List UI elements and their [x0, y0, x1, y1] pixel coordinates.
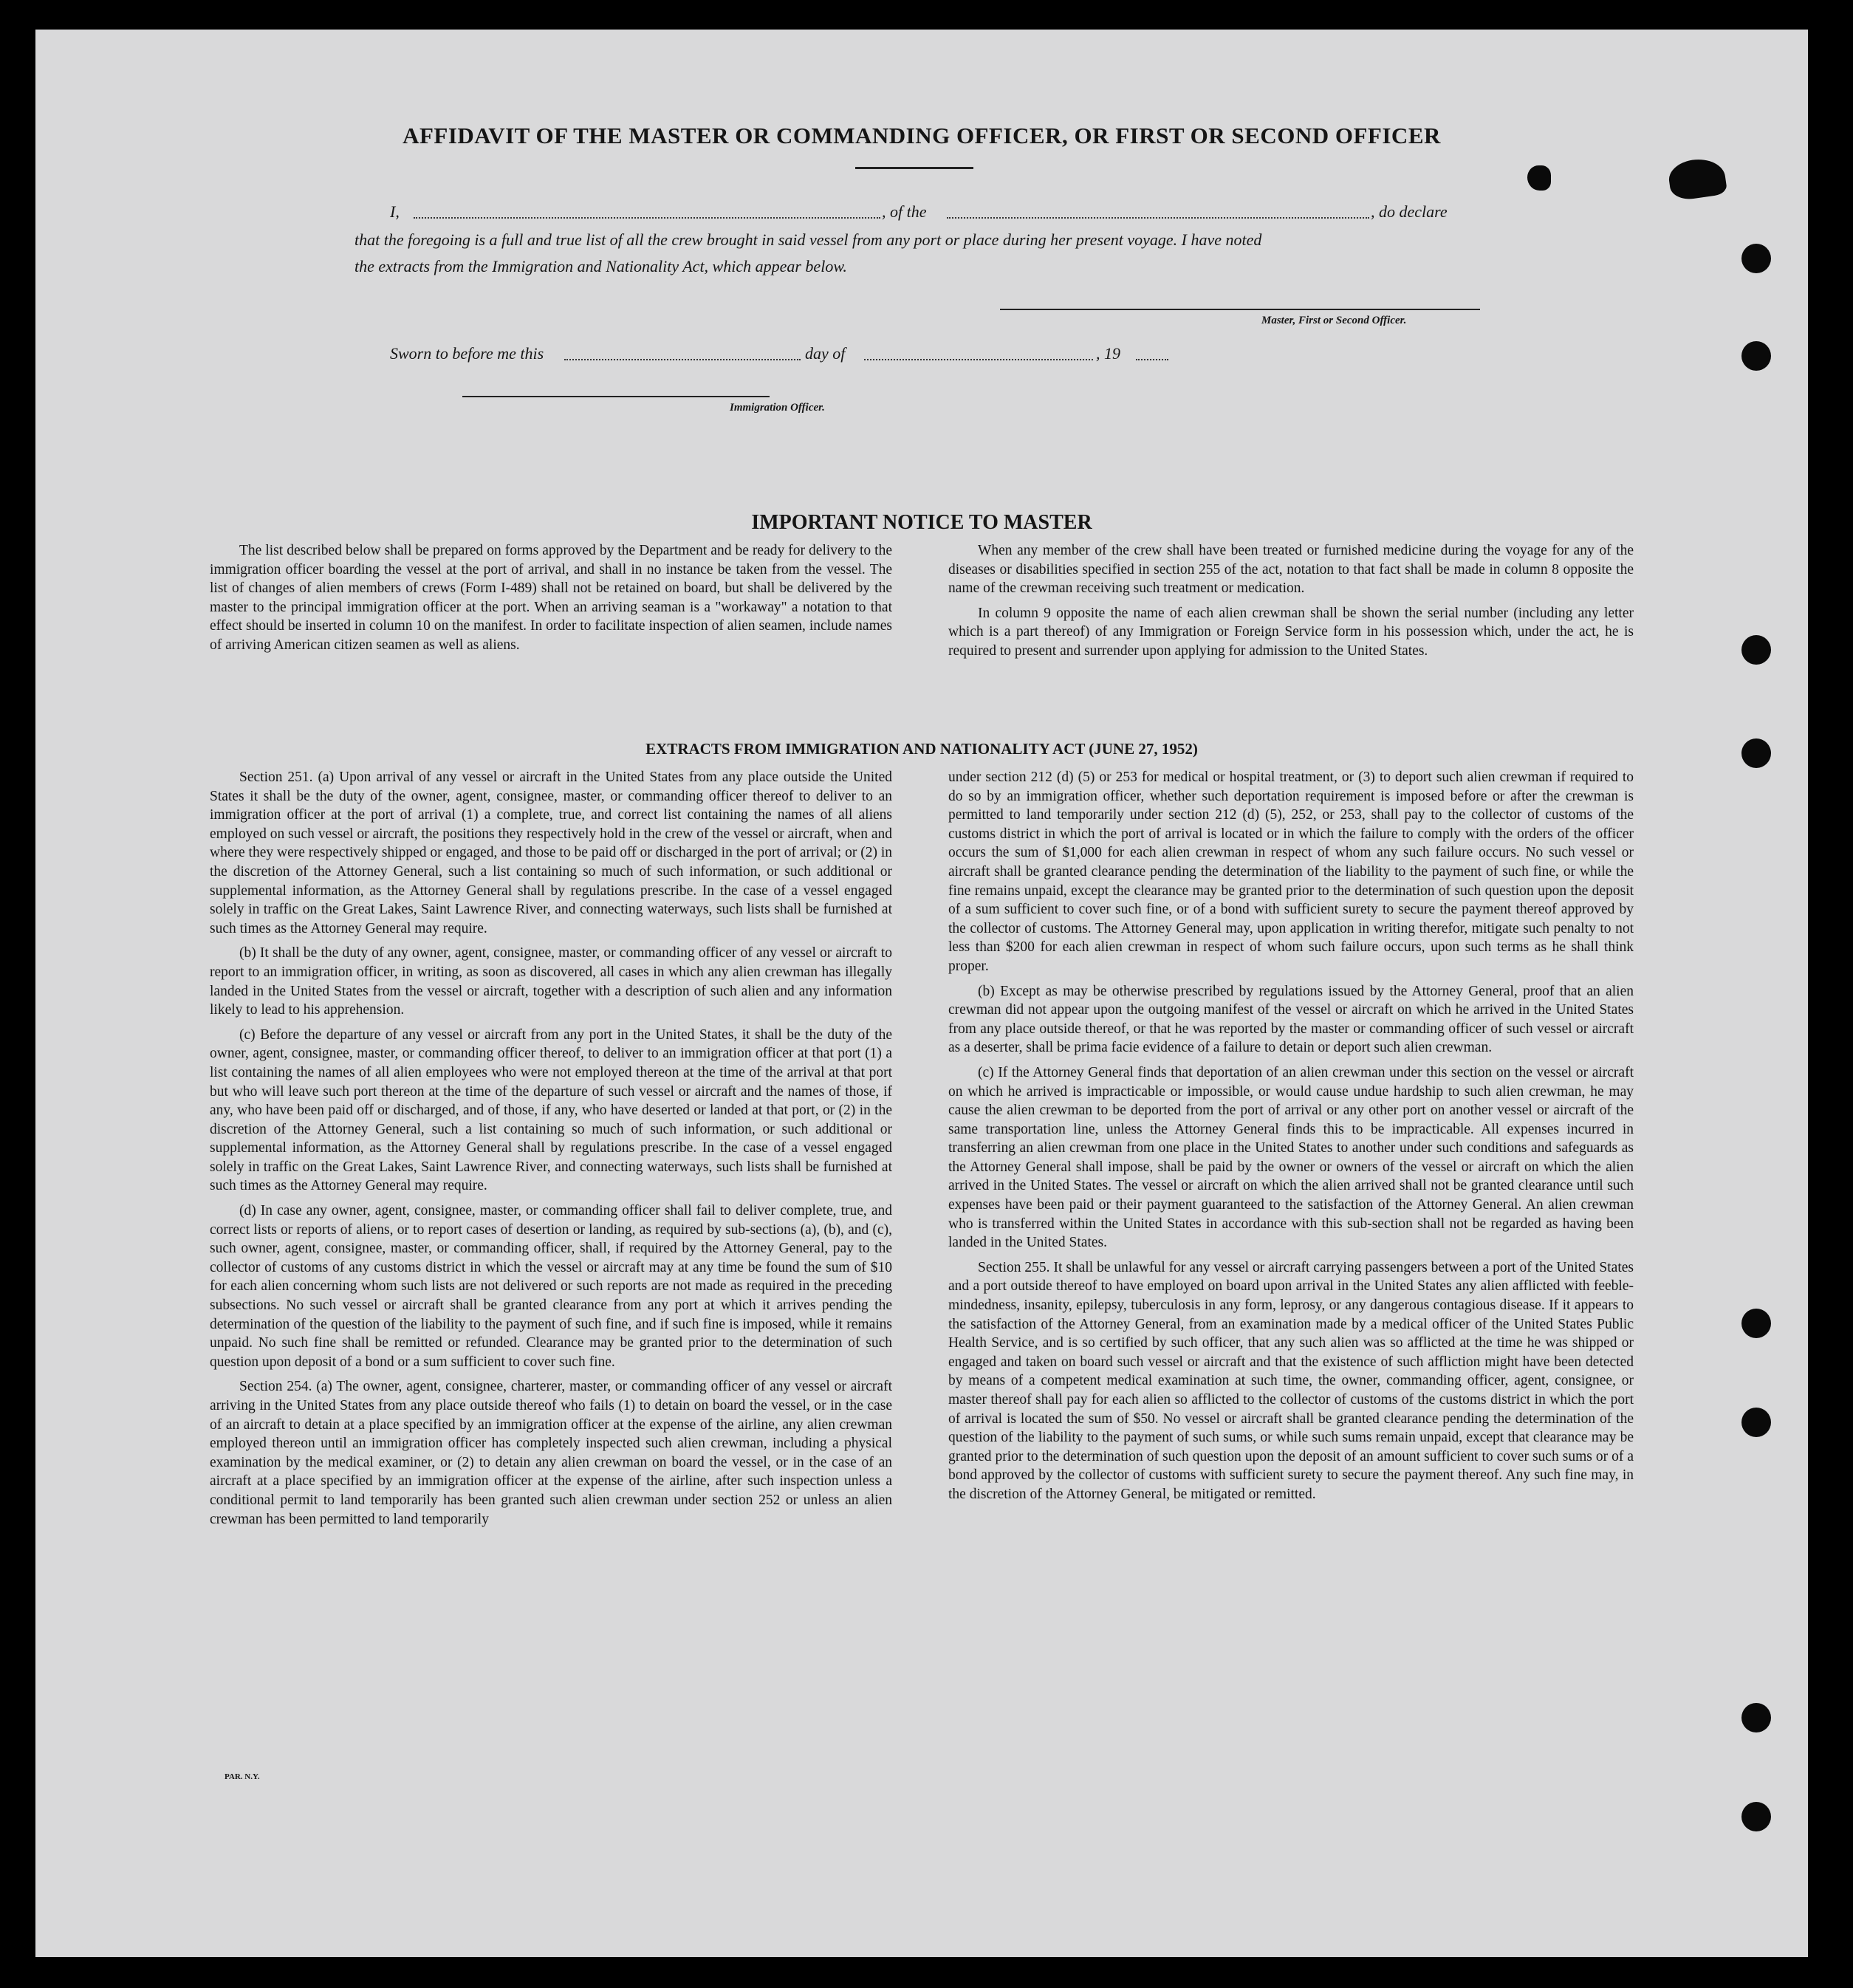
- notice-right-column: [948, 541, 1634, 667]
- punch-hole: [1741, 1802, 1771, 1831]
- name-blank[interactable]: [414, 217, 880, 219]
- officer-caption: Immigration Officer.: [730, 402, 825, 414]
- section-251-b: (b) It shall be the duty of any owner, agent, consignee, master, or commanding officer of any vessel or aircraft to report to an immigration officer, in writing, as soon as discovered, all cases in which any alien crewman has illegally landed in the United States from the vessel or aircraft, together with a description of such alien and any information likely to lead to his apprehension.: [210, 945, 892, 1018]
- month-blank[interactable]: [864, 359, 1093, 360]
- year-blank[interactable]: [1136, 359, 1168, 360]
- section-251-c: (c) Before the departure of any vessel or aircraft from any port in the United States, it shall be the duty of the owner, agent, consignee, master, or commanding officer thereof, to deliver to an immigration officer at that port (1) a list containing the names of all alien employees who were not employed thereon at the time of the arrival at that port but who will leave such port thereon at the time of the departure of such vessel or aircraft and the names of those, if any, who have been paid off or discharged, and of those, if any, who have deserted or landed at that port, or (2) in the discretion of the Attorney General, such a list containing so much of such information, or such additional or supplemental information, as the Attorney General shall by regulations prescribe. In the case of a vessel engaged solely in traffic on the Great Lakes, Saint Lawrence River, and connecting waterways, such lists shall be furnished at such times as the Attorney General may require.: [210, 1026, 892, 1194]
- section-254-b: (b) Except as may be otherwise prescribed by regulations issued by the Attorney General, proof that an alien crewman did not appear upon the outgoing manifest of the vessel or aircraft on which he arrived in the United States from any place outside thereof, or that he was reported by the master or commanding officer of such vessel or aircraft as a deserter, shall be prima facie evidence of a failure to detain or deport such alien crewman.: [948, 983, 1634, 1056]
- punch-hole: [1741, 1309, 1771, 1338]
- sworn-label: Sworn to before me this: [390, 344, 544, 363]
- extracts-left-column: [210, 768, 892, 1535]
- extracts-title: EXTRACTS FROM IMMIGRATION AND NATIONALITY ACT (JUNE 27, 1952): [645, 740, 1198, 758]
- notice-left-column: [210, 541, 892, 661]
- vessel-blank[interactable]: [947, 217, 1369, 219]
- day-of-label: day of: [805, 344, 846, 363]
- punch-hole: [1741, 1408, 1771, 1437]
- punch-hole: [1741, 244, 1771, 273]
- declaration-do-declare: , do declare: [1371, 202, 1448, 221]
- ink-blot: [1667, 156, 1727, 202]
- sworn-day-blank[interactable]: [564, 359, 801, 360]
- extracts-right-column: [948, 768, 1634, 1510]
- notice-right-paragraph-2: In column 9 opposite the name of each alien crewman shall be shown the serial number (including any letter which is a part thereof) of any Immigration or Foreign Service form in his possession which, under the act, he is required to present and surrender upon applying for admission to the United States.: [948, 605, 1634, 659]
- section-254-c: (c) If the Attorney General finds that deportation of an alien crewman under this section on the vessel or aircraft on which he arrived is impracticable or impossible, or would cause undue hardship to such alien crewman, he may cause the alien crewman to be deported from the port of arrival or any other port on another vessel or aircraft of the same transportation line, unless the Attorney General finds this to be impracticable. All expenses incurred in transferring an alien crewman from one place in the United States to another under such conditions and safeguards as the Attorney General shall impose, shall be paid by the owner or owners of the vessel or aircraft on which the alien arrived in the United States. The vessel or aircraft on which the alien arrived shall not be granted clearance until such expenses have been paid or their payment guaranteed to the satisfaction of the Attorney General. An alien crewman who is transferred within the United States in accordance with this sub-section shall not be regarded as having been landed in the United States.: [948, 1064, 1634, 1251]
- punch-hole: [1741, 635, 1771, 665]
- title-rule: [855, 167, 973, 169]
- declaration-of-the: , of the: [882, 202, 927, 221]
- declaration-body-2: the extracts from the Immigration and Nationality Act, which appear below.: [354, 257, 847, 275]
- punch-hole: [1741, 341, 1771, 371]
- printer-mark: PAR. N.Y.: [225, 1772, 260, 1781]
- officer-signature-line[interactable]: [462, 396, 770, 397]
- notice-title: IMPORTANT NOTICE TO MASTER: [751, 511, 1092, 534]
- notice-left-paragraph: The list described below shall be prepared on forms approved by the Department and be ready for delivery to the immigration officer boarding the vessel at the port of arrival, and shall in no instance be taken from the vessel. The list of changes of alien members of crews (Form I-489) shall not be retained on board, but shall be delivered by the master to the principal immigration officer at the port. When an arriving seaman is a "workaway" a notation to that effect should be inserted in column 10 on the manifest. In order to facilitate inspection of alien seamen, include names of arriving American citizen seamen as well as aliens.: [210, 543, 892, 653]
- declaration-body-1: that the foregoing is a full and true list of all the crew brought in said vessel from any port or place during her present voyage. I have noted: [354, 230, 1262, 249]
- section-251-a: Section 251. (a) Upon arrival of any vessel or aircraft in the United States from any place outside the United States it shall be the duty of the owner, agent, consignee, master, or commanding officer thereof to deliver to an immigration officer at the port of arrival (1) a complete, true, and correct list containing the names of all aliens employed on such vessel or aircraft, the positions they respectively hold in the crew of the vessel or aircraft, when and where they were respectively shipped or engaged, and those to be paid off or discharged in the port of arrival; or (2) in the discretion of the Attorney General, such a list containing so much of such information, or such additional or supplemental information, as the Attorney General shall by regulations prescribe. In the case of a vessel engaged solely in traffic on the Great Lakes, Saint Lawrence River, and connecting waterways, such lists shall be furnished at such times as the Attorney General may require.: [210, 770, 892, 936]
- section-254-a: Section 254. (a) The owner, agent, consignee, charterer, master, or commanding officer of any vessel or aircraft arriving in the United States from any place outside thereof who fails (1) to detain on board the vessel, or in the case of an aircraft to detain at a place specified by an immigration officer at the expense of the airline, any alien crewman employed thereon until an immigration officer has completely inspected such alien crewman, including a physical examination by the medical examiner, or (2) to detain any alien crewman on board the vessel, or in the case of an aircraft at a place specified by an immigration officer at the expense of the airline, after such inspection unless a conditional permit to land temporarily has been granted such alien crewman under section 252 or unless an alien crewman has been permitted to land temporarily: [210, 1379, 892, 1527]
- section-255: Section 255. It shall be unlawful for any vessel or aircraft carrying passengers between a port of the United States and a port outside thereof to have employed on board upon arrival in the United States any alien afflicted with feeble-mindedness, insanity, epilepsy, tuberculosis in any form, leprosy, or any dangerous contagious disease. If it appears to the satisfaction of the Attorney General, from an examination made by a medical officer of the United States Public Health Service, and is so certified by such officer, that any such alien was so afflicted at the time he was shipped or engaged and taken on board such vessel or aircraft and that the existence of such affliction might have been detected by means of a competent medical examination at such time, the owner, commanding officer, agent, consignee, or master thereof shall pay for each alien so afflicted to the collector of customs of the customs district in which the port of arrival is located the sum of $50. No vessel or aircraft shall be granted clearance pending the determination of the question of the liability to the payment of such sums, or while such sums remain unpaid, except that clearance may be granted prior to the determination of such question upon the deposit of an amount sufficient to cover such sums or of a bond approved by the collector of customs with sufficient surety to secure the payment thereof. Any such fine may, in the discretion of the Attorney General, be mitigated or remitted.: [948, 1259, 1634, 1502]
- affidavit-title: AFFIDAVIT OF THE MASTER OR COMMANDING OFFICER, OR FIRST OR SECOND OFFICER: [403, 123, 1441, 148]
- form-page: [35, 30, 1808, 1957]
- master-signature-line[interactable]: [1000, 309, 1480, 310]
- punch-hole: [1741, 738, 1771, 768]
- punch-hole: [1741, 1703, 1771, 1732]
- section-254-a-continued: under section 212 (d) (5) or 253 for medical or hospital treatment, or (3) to deport such alien crewman if required to do so by an immigration officer, whether such deportation requirement is imposed before or after the crewman is permitted to land temporarily under section 212 (d) (5), 252, or 253, shall pay to the collector of customs of the customs district in which the port of arrival is located or in which the failure to comply with the orders of the officer occurs the sum of $1,000 for each alien crewman in respect of whom any such failure occurs. No such vessel or aircraft shall be granted clearance pending the determination of the liability to the payment of such fine, or while the fine remains unpaid, except the clearance may be granted prior to the determination of such question upon the deposit of a sum sufficient to cover such fine, or of a bond with sufficient surety to secure the payment thereof approved by the collector of customs. The Attorney General may, upon application in writing therefor, mitigate such penalty to not less than $200 for each alien crewman in respect of whom such failure occurs, upon such terms as he shall think proper.: [948, 770, 1634, 974]
- ink-blot: [1527, 165, 1551, 191]
- notice-right-paragraph-1: When any member of the crew shall have been treated or furnished medicine during the voyage for any of the diseases or disabilities specified in section 255 of the act, notation to that fact shall be made in column 8 opposite the name of the crewman receiving such treatment or medication.: [948, 543, 1634, 597]
- section-251-d: (d) In case any owner, agent, consignee, master, or commanding officer shall fail to deliver complete, true, and correct lists or reports of aliens, or to report cases of desertion or landing, as required by sub-sections (a), (b), and (c), such owner, agent, consignee, master, or commanding officer, shall, if required by the Attorney General, pay to the collector of customs of any customs district in which the vessel or aircraft may at any time be found the sum of $10 for each alien concerning whom such lists are not delivered or such reports are not made as required in the preceding subsections. No such vessel or aircraft shall be granted clearance from any port at which it arrives pending the determination of the question of the liability to the payment of such fine, and if such fine is imposed, while it remains unpaid. No such fine shall be remitted or refunded. Clearance may be granted prior to the determination of such question upon deposit of a bond or a sum sufficient to cover such fine.: [210, 1203, 892, 1370]
- master-caption: Master, First or Second Officer.: [1261, 315, 1407, 326]
- year-prefix: , 19: [1096, 344, 1120, 363]
- declaration-i: I,: [390, 202, 400, 221]
